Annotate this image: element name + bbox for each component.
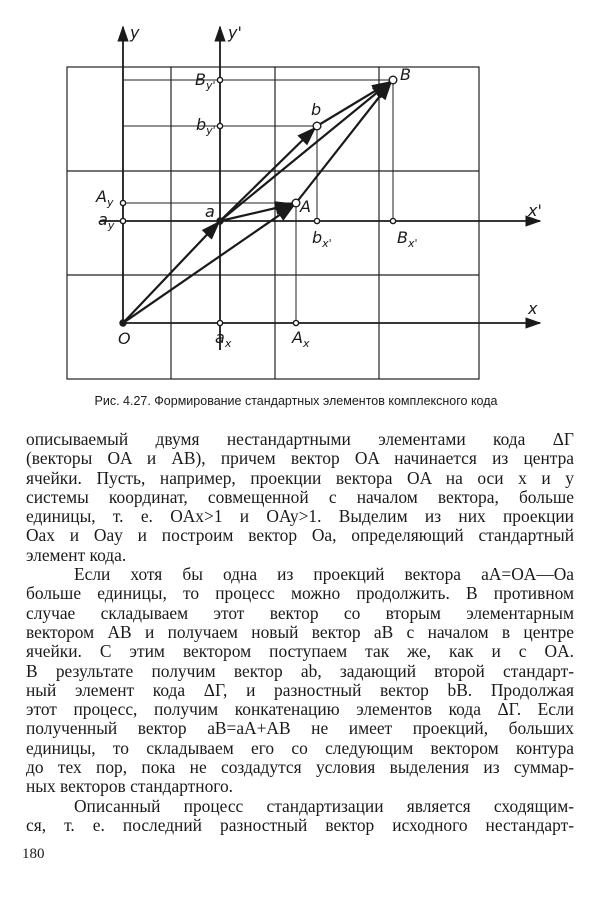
text-line: ный элемент кода ΔГ, и разностный вектор bB. Продолжая [26, 679, 574, 700]
tick-Bx [390, 218, 395, 223]
label-Bx: $B_{x'}$ [397, 228, 418, 250]
body-text [26, 430, 574, 835]
text-line: единицы, то складываем его со следующим вектором контура [26, 737, 574, 758]
text-line: элемент кода. [26, 544, 127, 565]
label-bx: $b_{x'}$ [312, 228, 332, 250]
tick-Ay [120, 200, 125, 205]
label-ax: $a_x$ [215, 328, 232, 350]
text-line: случае складываем этот вектор со вторым элементарным [26, 602, 574, 623]
text-line: системы координат, совмещенной с началом вектора, больше [26, 486, 574, 507]
point-O [120, 320, 126, 326]
text-line: (векторы OA и AB), причем вектор OA начинается из центра [26, 448, 574, 469]
axes [100, 27, 540, 350]
point-b [313, 122, 321, 130]
label-A: A [300, 197, 311, 216]
projection-lines [123, 80, 393, 323]
text-line: ячейки. Пусть, например, проекции вектора OA на оси x и y [26, 467, 574, 488]
label-Ax: $A_x$ [292, 328, 310, 350]
text-line: Описанный процесс стандартизации является сходящим- [74, 795, 574, 816]
text-line: больше единицы, то процесс можно продолжить. В противном [26, 583, 574, 604]
vector-OA [123, 205, 294, 323]
tick-by [217, 123, 222, 128]
text-line: Если хотя бы одна из проекций вектора aA=OA—Oa [74, 564, 574, 585]
tick-Ax [293, 320, 298, 325]
point-B [389, 76, 397, 84]
text-line: В результате получим вектор ab, задающий второй стандарт- [26, 660, 574, 681]
label-By: $B_{y'}$ [195, 70, 216, 92]
text-line: описываемый двумя нестандартными элементами кода ΔГ [26, 429, 574, 449]
label-ay: $a_y$ [98, 210, 115, 232]
text-line: единицы, т. е. OAx>1 и OAy>1. Выделим из них проекции [26, 506, 574, 527]
point-A [292, 199, 300, 207]
label-by: $b_{y'}$ [196, 115, 216, 137]
figure-vector-diagram [0, 0, 592, 380]
text-line: ячейки. С этим вектором поступаем так же, как и с OA. [26, 641, 574, 662]
points [120, 76, 397, 326]
label-x: x [528, 299, 538, 318]
label-B: B [400, 65, 411, 84]
label-O: O [118, 329, 131, 348]
text-line: ся, т. е. последний разностный вектор исходного нестандарт- [26, 814, 574, 835]
label-x-prime: x' [528, 201, 542, 220]
label-y-prime: y' [228, 23, 242, 42]
text-line: полученный вектор aB=aA+AB не имеет проекций, больших [26, 718, 574, 739]
text-line: вектором AB и получаем новый вектор aB с началом в центре [26, 621, 574, 642]
figure-labels [95, 23, 542, 350]
label-a: a [205, 202, 215, 221]
text-line: до тех пор, пока не создадутся условия выделения из суммар- [26, 757, 574, 778]
text-line: Oax и Oay и построим вектор Oa, определяющий стандартный [26, 525, 574, 546]
text-line: ных векторов стандартного. [26, 776, 234, 797]
label-Ay: $A_y$ [96, 187, 114, 209]
point-a [217, 218, 223, 224]
tick-ay [120, 218, 125, 223]
figure-caption: Рис. 4.27. Формирование стандартных элементов комплексного кода [94, 394, 498, 408]
label-y: y [130, 23, 140, 42]
text-line: этот процесс, получим конкатенацию элементов кода ΔГ. Если [26, 699, 574, 720]
tick-bx [314, 218, 319, 223]
tick-By [217, 77, 222, 82]
tick-ax [217, 320, 222, 325]
label-b: b [311, 100, 322, 119]
page-number: 180 [22, 846, 45, 862]
